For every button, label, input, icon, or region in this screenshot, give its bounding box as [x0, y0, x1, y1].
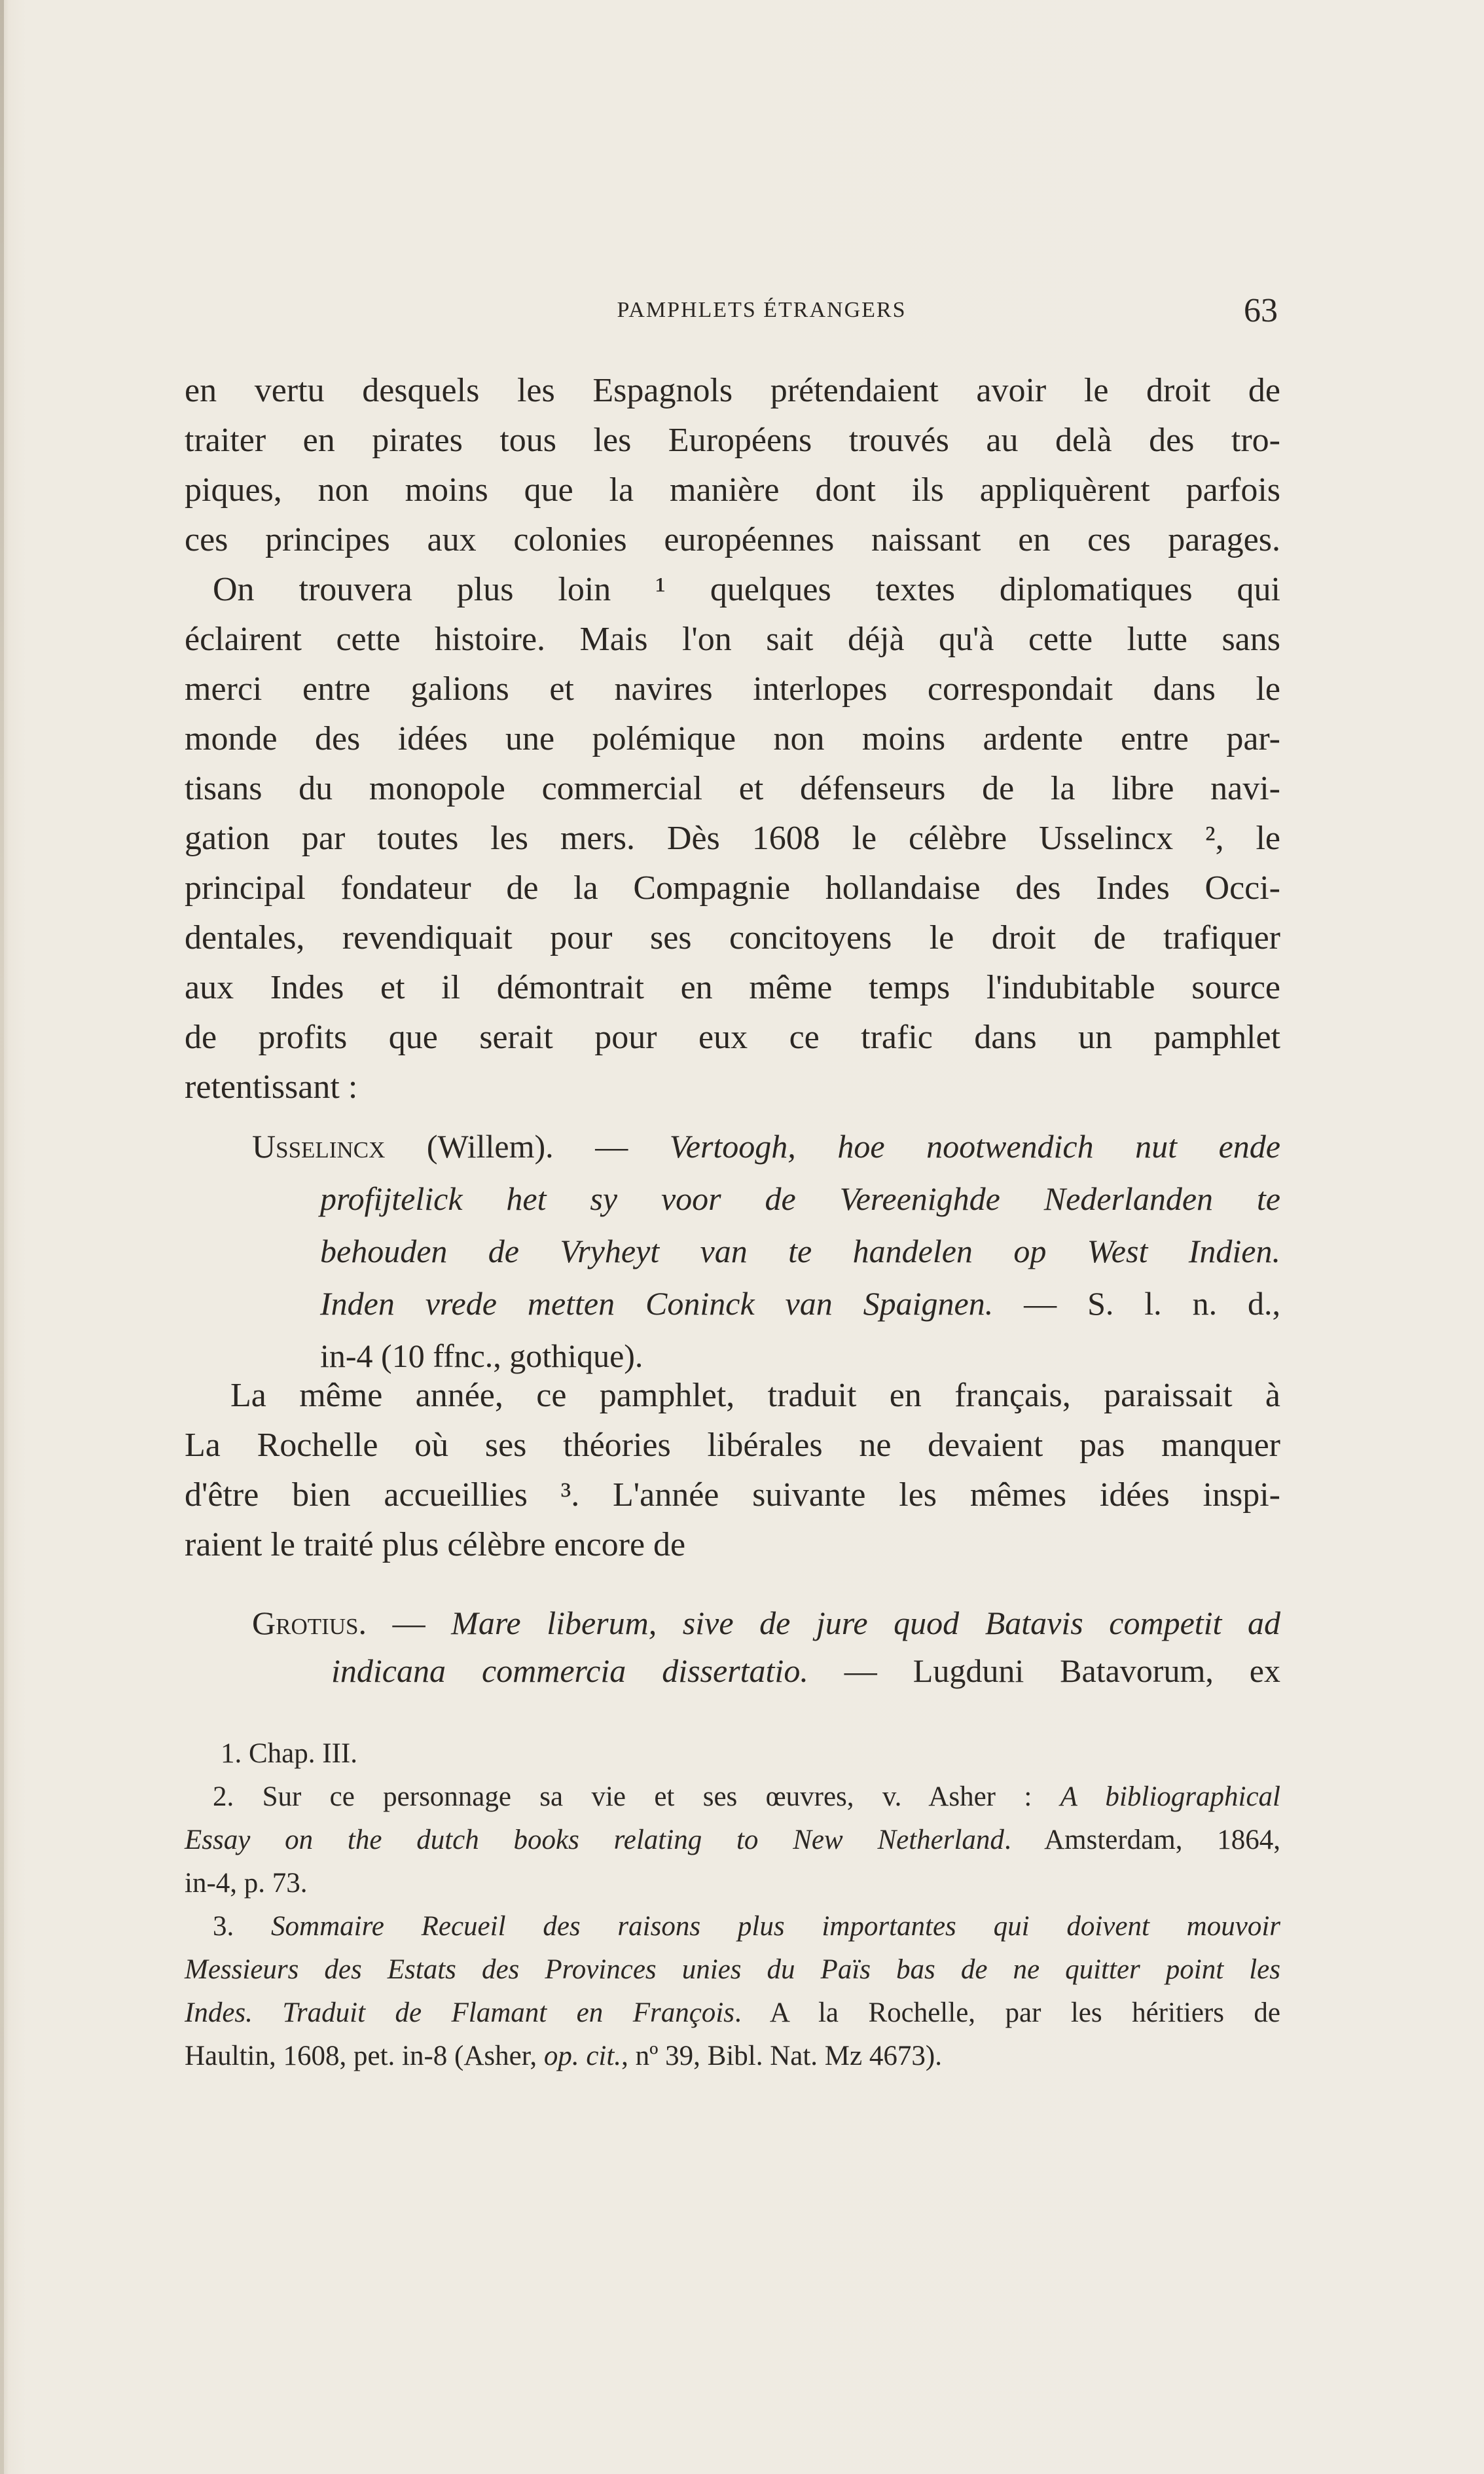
- text-line: d'être bien accueillies ³. L'année suivante les mêmes idées inspi-: [185, 1476, 1280, 1514]
- footnote-title: op. cit.: [543, 2041, 622, 2071]
- footnote-title: Messieurs des Estats des Provinces unies du Païs bas de ne quitter point les: [185, 1954, 1280, 1985]
- footnotes: [185, 1732, 1280, 2078]
- citation-title: Vertoogh, hoe nootwendich nut ende: [669, 1128, 1280, 1165]
- citation-title: behouden de Vryheyt van te handelen op West Indien.: [320, 1233, 1280, 1269]
- text-line: tisans du monopole commercial et défenseurs de la libre navi-: [185, 770, 1280, 807]
- citation-line: [185, 1173, 1280, 1225]
- footnote-3-cont: [185, 1948, 1280, 1992]
- footnote-text: . A la Rochelle, par les héritiers de: [734, 1997, 1281, 2028]
- footnote-2-cont: [185, 1819, 1280, 1862]
- page-number: 63: [1244, 292, 1278, 329]
- citation-title: profijtelick het sy voor de Vereenighde Nederlanden te: [320, 1180, 1280, 1217]
- text-line: en vertu desquels les Espagnols prétendaient avoir le droit de: [185, 372, 1280, 409]
- body-paragraph-1: [185, 366, 1280, 1112]
- footnote-3-cont: [185, 1992, 1280, 2035]
- footnote-text: 2. Sur ce personnage sa vie et ses œuvres, v. Asher :: [213, 1781, 1060, 1812]
- text-line: La même année, ce pamphlet, traduit en français, paraissait à: [230, 1377, 1280, 1414]
- footnote-3-cont: [185, 2035, 1280, 2078]
- footnote-2-cont: in-4, p. 73.: [185, 1868, 308, 1899]
- citation-title: indicana commercia dissertatio.: [331, 1652, 808, 1689]
- text-line: retentissant :: [185, 1068, 358, 1106]
- text-line: raient le traité plus célèbre encore de: [185, 1526, 686, 1563]
- text-line: principal fondateur de la Compagnie hollandaise des Indes Occi-: [185, 869, 1280, 907]
- footnote-text: Haultin, 1608, pet. in-8 (Asher,: [185, 2041, 544, 2071]
- citation-author: Usselincx: [252, 1128, 386, 1165]
- citation-usselincx: [185, 1120, 1280, 1382]
- citation-text: . —: [358, 1605, 452, 1641]
- footnote-title: Sommaire Recueil des raisons plus importantes qui doivent mouvoir: [271, 1911, 1280, 1942]
- text-line: traiter en pirates tous les Européens trouvés au delà des tro-: [185, 422, 1280, 459]
- citation-line: [185, 1647, 1280, 1695]
- citation-author: Grotius: [252, 1605, 359, 1641]
- text-line: dentales, revendiquait pour ses concitoyens le droit de trafiquer: [185, 919, 1280, 956]
- citation-line: [185, 1277, 1280, 1330]
- text-line: ces principes aux colonies européennes naissant en ces parages.: [185, 521, 1280, 558]
- citation-text: — Lugduni Batavorum, ex: [808, 1652, 1281, 1689]
- text-line: monde des idées une polémique non moins ardente entre par-: [185, 720, 1280, 757]
- footnote-2: [185, 1775, 1280, 1819]
- citation-text: (Willem). —: [385, 1128, 670, 1165]
- footnote-1: 1. Chap. III.: [221, 1738, 357, 1769]
- citation-line: [185, 1120, 1280, 1173]
- footnote-title: Indes. Traduit de Flamant en François: [185, 1997, 734, 2028]
- text-line: gation par toutes les mers. Dès 1608 le célèbre Usselincx ², le: [185, 820, 1280, 857]
- text-line: La Rochelle où ses théories libérales ne devaient pas manquer: [185, 1427, 1280, 1464]
- footnote-title: Essay on the dutch books relating to New Netherland: [185, 1825, 1004, 1855]
- text-line: piques, non moins que la manière dont ils appliquèrent parfois: [185, 471, 1280, 509]
- footnote-title: A bibliographical: [1060, 1781, 1280, 1812]
- citation-line: [185, 1599, 1280, 1647]
- footnote-number: 3.: [213, 1911, 272, 1942]
- text-line: On trouvera plus loin ¹ quelques textes diplomatiques qui: [213, 571, 1280, 608]
- citation-title: Inden vrede metten Coninck van Spaignen.: [320, 1285, 994, 1322]
- text-line: de profits que serait pour eux ce trafic dans un pamphlet: [185, 1019, 1280, 1056]
- citation-title: Mare liberum, sive de jure quod Batavis competit ad: [451, 1605, 1281, 1641]
- citation-grotius: [185, 1599, 1280, 1695]
- text-line: aux Indes et il démontrait en même temps l'indubitable source: [185, 969, 1280, 1006]
- text-line: éclairent cette histoire. Mais l'on sait déjà qu'à cette lutte sans: [185, 621, 1280, 658]
- footnote-3: [185, 1905, 1280, 1948]
- footnote-text: , nº 39, Bibl. Nat. Mz 4673).: [621, 2041, 942, 2071]
- body-paragraph-2: [185, 1371, 1280, 1570]
- citation-line: [185, 1225, 1280, 1277]
- running-title: PAMPHLETS ÉTRANGERS: [617, 298, 907, 322]
- citation-line: in-4 (10 ffnc., gothique).: [320, 1337, 643, 1374]
- page-edge: [0, 0, 4, 2474]
- citation-text: — S. l. n. d.,: [993, 1285, 1280, 1322]
- text-line: merci entre galions et navires interlopes correspondait dans le: [185, 670, 1280, 708]
- footnote-text: . Amsterdam, 1864,: [1004, 1825, 1281, 1855]
